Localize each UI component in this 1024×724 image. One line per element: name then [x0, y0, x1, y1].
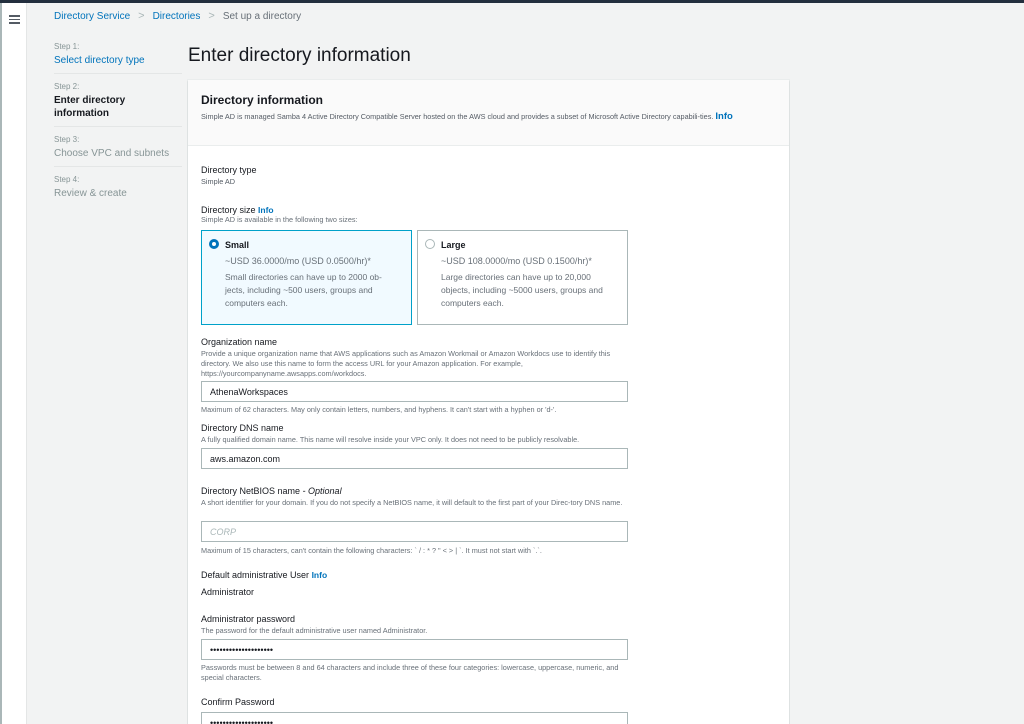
step-number: Step 4: — [54, 175, 80, 184]
admin-password-constraint: Passwords must be between 8 and 64 characters and include three of these four categories: lowercase, uppercase, numeric, and special characters. — [201, 663, 619, 682]
chevron-right-icon: > — [138, 10, 145, 22]
admin-user-value: Administrator — [201, 587, 255, 597]
size-option-large[interactable] — [417, 230, 628, 325]
admin-password-description: The password for the default administrative user named Administrator. — [201, 626, 428, 635]
admin-password-input[interactable]: •••••••••••••••••••• — [201, 639, 628, 660]
admin-user-label — [201, 570, 327, 580]
directory-size-field — [201, 205, 358, 225]
info-link[interactable]: Info — [715, 111, 733, 122]
dns-name-description: A fully qualified domain name. This name will resolve inside your VPC only. It does not need to be publicly resolvable. — [201, 435, 580, 444]
admin-user-field — [201, 570, 327, 597]
option-description: Large directories can have up to 20,000 objects, including ~5000 users, groups and computers each. — [441, 272, 603, 308]
step-link-select-directory-type[interactable]: Select directory type — [54, 55, 145, 66]
confirm-password-input[interactable]: •••••••••••••••••••• — [201, 712, 628, 724]
confirm-password-label: Confirm Password — [201, 697, 275, 707]
menu-icon[interactable] — [9, 15, 20, 24]
rail-edge — [0, 3, 2, 724]
netbios-name-description: A short identifier for your domain. If you do not specify a NetBIOS name, it will default to the first part of your Direc-tory DNS name. — [201, 498, 623, 507]
option-price: ~USD 36.0000/mo (USD 0.0500/hr)* — [225, 256, 371, 266]
directory-type-field — [201, 165, 257, 186]
option-name: Large — [441, 240, 466, 250]
organization-name-constraint: Maximum of 62 characters. May only contain letters, numbers, and hyphens. It can't start with a hyphen or 'd-'. — [201, 405, 557, 414]
top-navigation-bar — [0, 0, 1024, 3]
netbios-name-field — [201, 486, 631, 508]
panel-description — [201, 111, 776, 122]
admin-password-label: Administrator password — [201, 614, 296, 624]
wizard-steps — [54, 42, 182, 214]
admin-user-label-text: Default administrative User — [201, 570, 310, 580]
netbios-label-text: Directory NetBIOS name — [201, 486, 301, 496]
dns-name-field — [201, 423, 631, 445]
chevron-right-icon: > — [208, 10, 215, 22]
wizard-step-2 — [54, 82, 182, 127]
step-label: Choose VPC and subnets — [54, 148, 170, 159]
confirm-password-field — [201, 697, 275, 707]
breadcrumb — [54, 10, 301, 22]
organization-name-label: Organization name — [201, 337, 278, 347]
step-number: Step 2: — [54, 82, 80, 91]
size-option-small[interactable] — [201, 230, 412, 325]
option-price: ~USD 108.0000/mo (USD 0.1500/hr)* — [441, 256, 592, 266]
breadcrumb-directory-service[interactable]: Directory Service — [54, 10, 131, 22]
breadcrumb-current: Set up a directory — [222, 10, 302, 22]
side-navigation-rail — [0, 3, 27, 724]
option-description: Small directories can have up to 2000 ob-jects, including ~500 users, groups and computers each. — [225, 272, 382, 308]
directory-type-label: Directory type — [201, 165, 257, 175]
directory-information-panel — [188, 80, 789, 724]
step-number: Step 3: — [54, 135, 80, 144]
directory-type-value: Simple AD — [201, 177, 236, 186]
step-number: Step 1: — [54, 42, 80, 51]
panel-description-text: Simple AD is managed Samba 4 Active Directory Compatible Server hosted on the AWS cloud and provides a subset of Microsoft Active Directory capabili-ties. — [201, 112, 714, 121]
radio-selected-icon[interactable] — [209, 239, 219, 249]
directory-size-label — [201, 205, 358, 215]
dns-name-label: Directory DNS name — [201, 423, 284, 433]
wizard-step-1 — [54, 42, 182, 74]
info-link[interactable]: Info — [258, 205, 274, 215]
wizard-step-4 — [54, 175, 182, 206]
organization-name-input[interactable]: AthenaWorkspaces — [201, 381, 628, 402]
step-label: Review & create — [54, 188, 127, 199]
panel-title: Directory information — [201, 93, 324, 107]
organization-name-description: Provide a unique organization name that AWS applications such as Amazon Workmail or Amazon Workdocs use to identify this directory. We also use this name to form the access URL for your Amazon application. For example, https://yourcompanyname.awsapps.com/workdocs. — [201, 349, 611, 378]
step-label-current: Enter directory information — [54, 95, 126, 119]
organization-name-field — [201, 337, 631, 379]
netbios-name-constraint: Maximum of 15 characters, can't contain the following characters: ` / : * ? " < > | `. It must not start with `.`. — [201, 546, 542, 555]
option-name: Small — [225, 240, 250, 250]
directory-size-description: Simple AD is available in the following two sizes: — [201, 215, 358, 224]
page-title: Enter directory information — [188, 45, 411, 66]
panel-header — [188, 80, 789, 146]
netbios-name-input[interactable]: CORP — [201, 521, 628, 542]
info-link[interactable]: Info — [311, 570, 328, 580]
dns-name-input[interactable]: aws.amazon.com — [201, 448, 628, 469]
optional-tag: - Optional — [302, 486, 342, 496]
directory-size-label-text: Directory size — [201, 205, 256, 215]
radio-unselected-icon[interactable] — [425, 239, 435, 249]
wizard-step-3 — [54, 135, 182, 167]
breadcrumb-directories[interactable]: Directories — [152, 10, 201, 22]
admin-password-field — [201, 614, 631, 636]
netbios-name-label — [201, 486, 631, 496]
